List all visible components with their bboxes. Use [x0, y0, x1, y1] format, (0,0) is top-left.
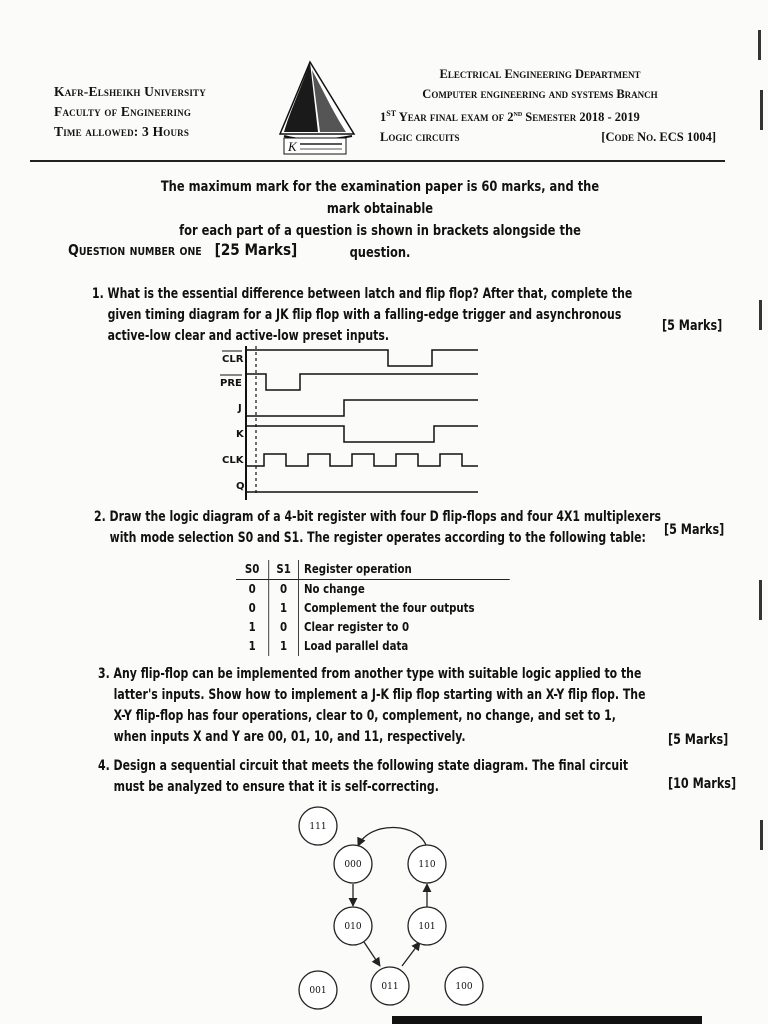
- state-label-001: 001: [309, 986, 327, 996]
- signal-label-q: Q: [236, 481, 245, 492]
- question-3-marks: [5 Marks]: [668, 732, 729, 748]
- university-header: [54, 82, 206, 142]
- question-marks: [25 Marks]: [214, 240, 298, 259]
- time-allowed: Time allowed: 3 Hours: [54, 124, 190, 139]
- signal-label-pre: PRE: [220, 378, 242, 389]
- header-divider: [30, 160, 725, 162]
- state-label-011: 011: [381, 982, 399, 992]
- question-4-marks: [10 Marks]: [668, 776, 737, 792]
- page-edge-mark: [758, 30, 761, 60]
- question-title: Question number one: [68, 241, 202, 259]
- course-line: [380, 127, 716, 147]
- page-edge-mark: [760, 820, 763, 850]
- question-4: 4. Design a sequential circuit that meets the following state diagram. The final circuit must be analyzed to ensure that it is self-correcting.: [98, 758, 629, 795]
- state-label-111: 111: [309, 822, 327, 832]
- question-3: 3. Any flip-flop can be implemented from another type with suitable logic applied to the latter's inputs. Show how to implement a J-K flip flop starting with an X-Y flip flop. The X-Y flip-flop has four operations, clear to 0, complement, no change, and set to 1, when inputs X and Y are 00, 01, 10, and 11, respectively.: [98, 666, 646, 745]
- state-label-100: 100: [455, 982, 473, 992]
- clk-waveform: [246, 454, 478, 466]
- table-row: 1 0 Clear register to 0: [236, 618, 510, 637]
- question-2-marks: [5 Marks]: [664, 522, 725, 538]
- j-waveform: [246, 400, 478, 416]
- course-code: [Code No. ECS 1004]: [601, 130, 716, 145]
- university-name: Kafr-Elsheikh University: [54, 84, 206, 99]
- state-label-101: 101: [418, 922, 436, 932]
- question-one-heading: [68, 240, 297, 259]
- table-header-row: S0 S1 Register operation: [236, 560, 510, 580]
- timing-diagram: [212, 342, 492, 502]
- question-1: 1. What is the essential difference between latch and flip flop? After that, complete the given timing diagram for a JK flip flop with a falling-edge trigger and asynchronous active-low clear and active-low preset inputs.: [92, 286, 633, 344]
- register-operation-table: [236, 560, 510, 656]
- exam-title: 1ST Year final exam of 2nd Semester 2018 - 2019: [380, 109, 640, 125]
- faculty-name: Faculty of Engineering: [54, 104, 192, 119]
- course-name: Logic circuits: [380, 130, 460, 145]
- signal-label-j: J: [238, 403, 242, 414]
- pre-waveform: [246, 374, 478, 390]
- svg-text:K: K: [288, 139, 297, 154]
- table-row: 1 1 Load parallel data: [236, 637, 510, 656]
- table-row: 0 0 No change: [236, 580, 510, 600]
- state-label-000: 000: [344, 860, 362, 870]
- page-edge-mark: [759, 580, 762, 620]
- state-label-010: 010: [344, 922, 362, 932]
- state-diagram: [280, 800, 500, 1020]
- question-2: 2. Draw the logic diagram of a 4-bit register with four D flip-flops and four 4X1 multiplexers with mode selection S0 and S1. The register operates according to the following table:: [94, 509, 661, 546]
- signal-label-clk: CLK: [222, 455, 244, 466]
- university-logo: [262, 56, 362, 156]
- clr-waveform: [246, 350, 478, 366]
- signal-label-k: K: [236, 429, 244, 440]
- page-edge-mark: [760, 90, 763, 130]
- page-edge-mark: [759, 300, 762, 330]
- department-name: Electrical Engineering Department: [439, 67, 641, 81]
- branch-name: Computer engineering and systems Branch: [422, 87, 658, 101]
- department-header: [380, 64, 716, 147]
- state-label-110: 110: [418, 860, 436, 870]
- signal-label-clr: CLR: [222, 354, 244, 365]
- question-1-marks: [5 Marks]: [662, 318, 723, 334]
- k-waveform: [246, 426, 478, 442]
- exam-instructions: The maximum mark for the examination paper is 60 marks, and the mark obtainable for each part of a question is shown in brackets alongside the question.: [160, 179, 600, 261]
- table-row: 0 1 Complement the four outputs: [236, 599, 510, 618]
- scan-edge-shadow: [392, 1016, 702, 1024]
